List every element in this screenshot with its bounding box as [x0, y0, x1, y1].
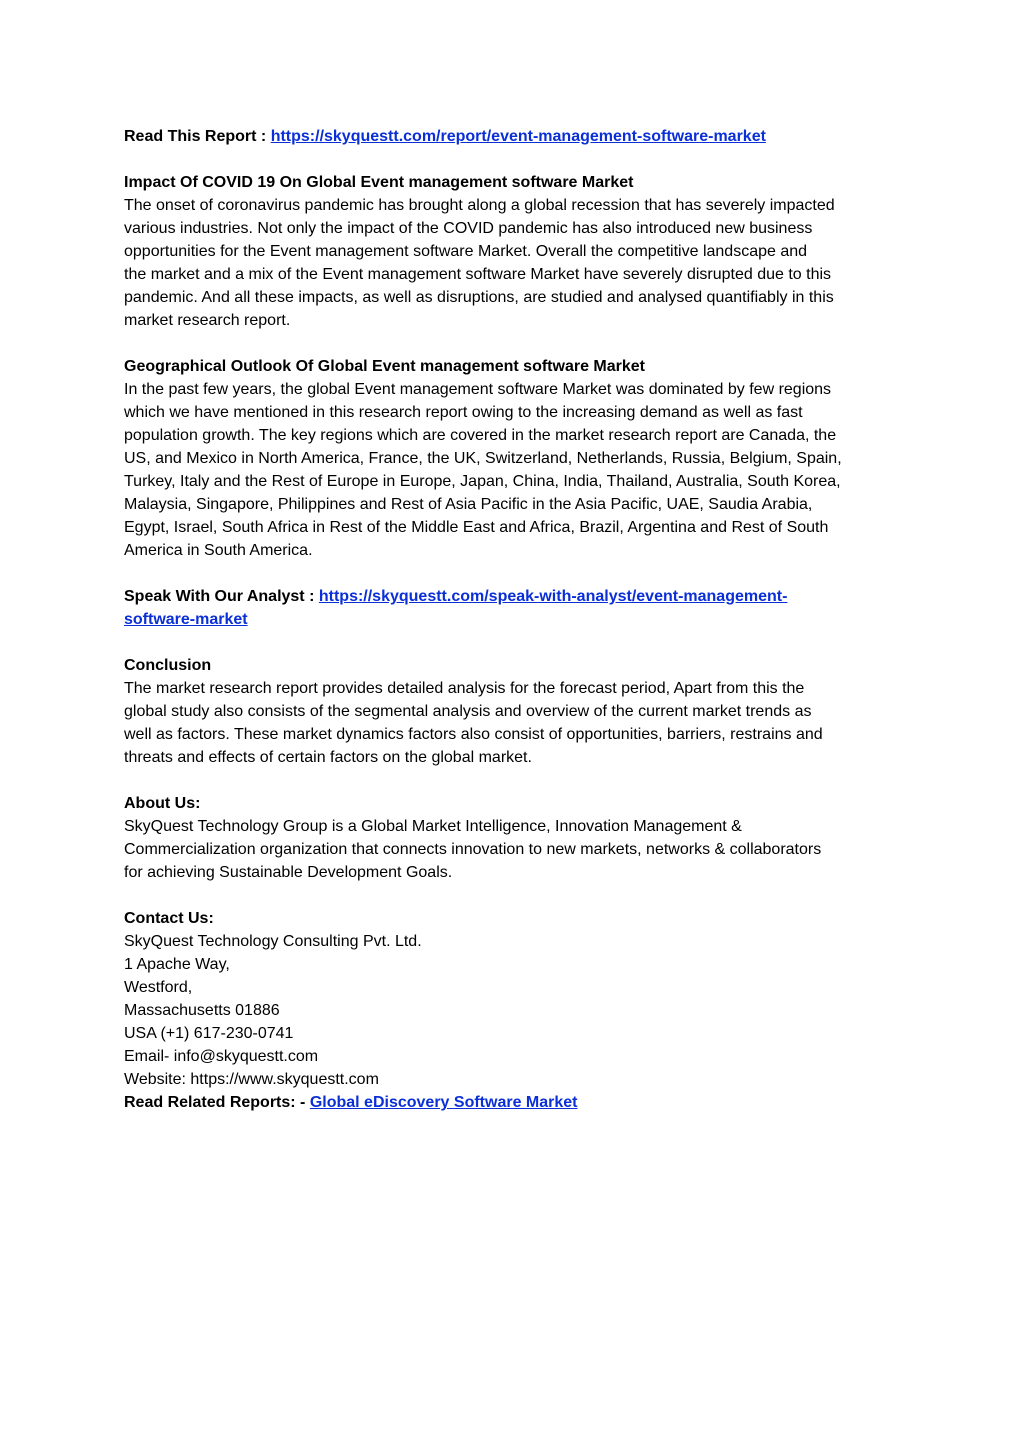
covid-paragraph-line: market research report. — [124, 312, 291, 329]
read-report-label: Read This Report : — [124, 128, 267, 145]
about-heading: About Us: — [124, 795, 201, 812]
conclusion-paragraph-line: The market research report provides detailed analysis for the forecast period, Apart from this the — [124, 680, 805, 697]
covid-heading: Impact Of COVID 19 On Global Event management software Market — [124, 174, 634, 191]
spacer — [124, 631, 914, 654]
about-paragraph-line: Commercialization organization that connects innovation to new markets, networks & collaborators — [124, 841, 822, 858]
contact-phone: USA (+1) 617-230-0741 — [124, 1025, 294, 1042]
related-reports-label: Read Related Reports: - — [124, 1094, 306, 1111]
spacer — [124, 769, 914, 792]
contact-company: SkyQuest Technology Consulting Pvt. Ltd. — [124, 933, 422, 950]
geo-paragraph-line: US, and Mexico in North America, France, the UK, Switzerland, Netherlands, Russia, Belgium, Spain, — [124, 450, 842, 467]
covid-paragraph-line: pandemic. And all these impacts, as well as disruptions, are studied and analysed quantifiably in this — [124, 289, 834, 306]
spacer — [124, 148, 914, 171]
geo-paragraph-line: In the past few years, the global Event management software Market was dominated by few regions — [124, 381, 832, 398]
conclusion-paragraph-line: threats and effects of certain factors on the global market. — [124, 749, 532, 766]
analyst-line-continued — [124, 608, 914, 631]
contact-state: Massachusetts 01886 — [124, 1002, 280, 1019]
geo-paragraph-line: Turkey, Italy and the Rest of Europe in Europe, Japan, China, India, Thailand, Australia, South Korea, — [124, 473, 841, 490]
geo-paragraph-line: Egypt, Israel, South Africa in Rest of the Middle East and Africa, Brazil, Argentina and Rest of South — [124, 519, 829, 536]
conclusion-paragraph-line: well as factors. These market dynamics factors also consist of opportunities, barriers, restrains and — [124, 726, 823, 743]
geo-paragraph-line: America in South America. — [124, 542, 313, 559]
contact-address-line: 1 Apache Way, — [124, 956, 230, 973]
covid-paragraph-line: various industries. Not only the impact of the COVID pandemic has also introduced new business — [124, 220, 813, 237]
related-report-link[interactable]: Global eDiscovery Software Market — [309, 1094, 578, 1111]
conclusion-heading: Conclusion — [124, 657, 212, 674]
related-reports-line — [124, 1091, 914, 1114]
spacer — [124, 332, 914, 355]
document-page — [124, 125, 914, 1114]
read-report-line — [124, 125, 914, 148]
covid-paragraph-line: opportunities for the Event management software Market. Overall the competitive landscape and — [124, 243, 808, 260]
analyst-link-continued[interactable]: software-market — [124, 611, 248, 628]
analyst-label: Speak With Our Analyst : — [124, 588, 315, 605]
about-paragraph-line: for achieving Sustainable Development Goals. — [124, 864, 453, 881]
geo-paragraph-line: which we have mentioned in this research report owing to the increasing demand as well as fast — [124, 404, 803, 421]
spacer — [124, 562, 914, 585]
covid-paragraph-line: the market and a mix of the Event management software Market have severely disrupted due to this — [124, 266, 832, 283]
about-paragraph-line: SkyQuest Technology Group is a Global Market Intelligence, Innovation Management & — [124, 818, 742, 835]
analyst-link[interactable]: https://skyquestt.com/speak-with-analyst/event-management- — [318, 588, 788, 605]
covid-paragraph-line: The onset of coronavirus pandemic has brought along a global recession that has severely impacted — [124, 197, 835, 214]
geo-paragraph-line: Malaysia, Singapore, Philippines and Rest of Asia Pacific in the Asia Pacific, UAE, Saudia Arabia, — [124, 496, 813, 513]
conclusion-paragraph-line: global study also consists of the segmental analysis and overview of the current market trends as — [124, 703, 812, 720]
geo-heading: Geographical Outlook Of Global Event management software Market — [124, 358, 645, 375]
contact-heading: Contact Us: — [124, 910, 214, 927]
contact-website: Website: https://www.skyquestt.com — [124, 1071, 379, 1088]
analyst-line — [124, 585, 914, 608]
spacer — [124, 884, 914, 907]
contact-city: Westford, — [124, 979, 193, 996]
contact-email: Email- info@skyquestt.com — [124, 1048, 319, 1065]
read-report-link[interactable]: https://skyquestt.com/report/event-management-software-market — [270, 128, 766, 145]
geo-paragraph-line: population growth. The key regions which are covered in the market research report are Canada, the — [124, 427, 837, 444]
